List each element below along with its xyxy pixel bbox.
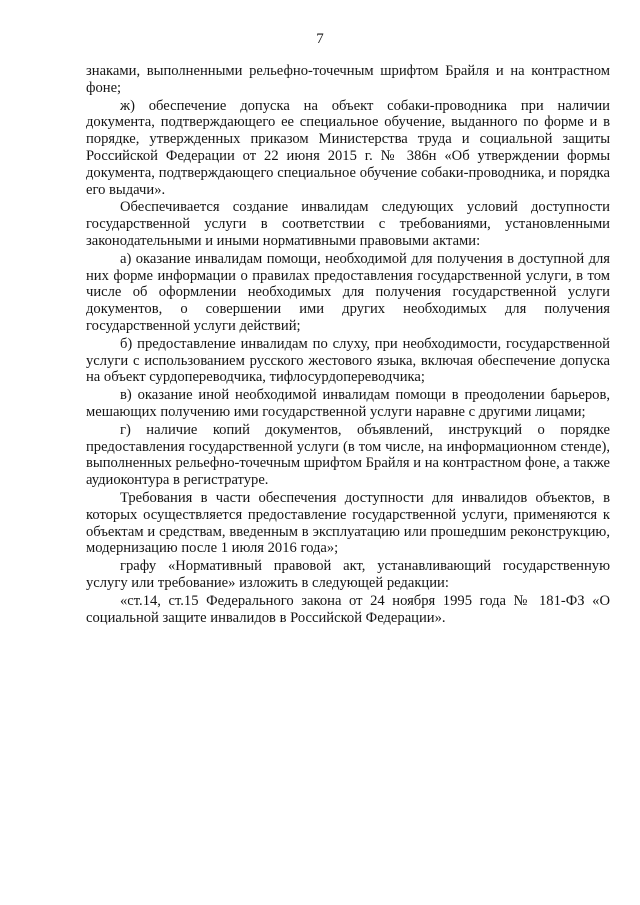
paragraph-column-edit: графу «Нормативный правовой акт, устанавливающий государственную услугу или требование» изложить в следующей редакции: bbox=[86, 558, 610, 591]
paragraph-guide-dog-access: ж) обеспечение допуска на объект собаки-проводника при наличии документа, подтверждающего ее специальное обучение, выданного по форме и в порядке, утвержденных приказом Министерства труда и социальной защиты Российской Федерации от 22 июня 2015 г. № 386н «Об утверждении формы документа, подтверждающего специальное обучение собаки-проводника, и порядка его выдачи». bbox=[86, 97, 610, 198]
paragraph-item-b: б) предоставление инвалидам по слуху, при необходимости, государственной услуги с использованием русского жестового языка, включая обеспечение допуска на объект сурдопереводчика, тифлосурдопереводчика; bbox=[86, 335, 610, 386]
paragraph-accessibility-conditions: Обеспечивается создание инвалидам следующих условий доступности государственной услуги в соответствии с требованиями, установленными законодательными и иными нормативными правовыми актами: bbox=[86, 199, 610, 249]
paragraph-item-g: г) наличие копий документов, объявлений, инструкций о порядке предоставления государственной услуги (в том числе, на информационном стенде), выполненных рельефно-точечным шрифтом Брайля и на контрастном фоне, а также аудиоконтура в регистратуре. bbox=[86, 421, 610, 489]
paragraph-item-v: в) оказание иной необходимой инвалидам помощи в преодолении барьеров, мешающих получению ими государственной услуги наравне с другими лицами; bbox=[86, 387, 610, 420]
paragraph-item-a: а) оказание инвалидам помощи, необходимой для получения в доступной для них форме информации о правилах предоставления государственной услуги, в том числе об оформлении необходимых для получения государственной услуги документов, о совершении ими других необходимых для получения государственной услуги действий; bbox=[86, 250, 610, 334]
paragraph-federal-law-citation: «ст.14, ст.15 Федерального закона от 24 ноября 1995 года № 181-ФЗ «О социальной защите инвалидов в Российской Федерации». bbox=[86, 592, 610, 626]
paragraph-braille-continuation: знаками, выполненными рельефно-точечным шрифтом Брайля и на контрастном фоне; bbox=[86, 63, 610, 96]
page-number: 7 bbox=[316, 31, 324, 47]
document-body bbox=[86, 63, 610, 627]
paragraph-requirements-objects: Требования в части обеспечения доступности для инвалидов объектов, в которых осуществляется предоставление государственной услуги, применяются к объектам и средствам, введенным в эксплуатацию или прошедшим реконструкцию, модернизацию после 1 июля 2016 года»; bbox=[86, 489, 610, 557]
